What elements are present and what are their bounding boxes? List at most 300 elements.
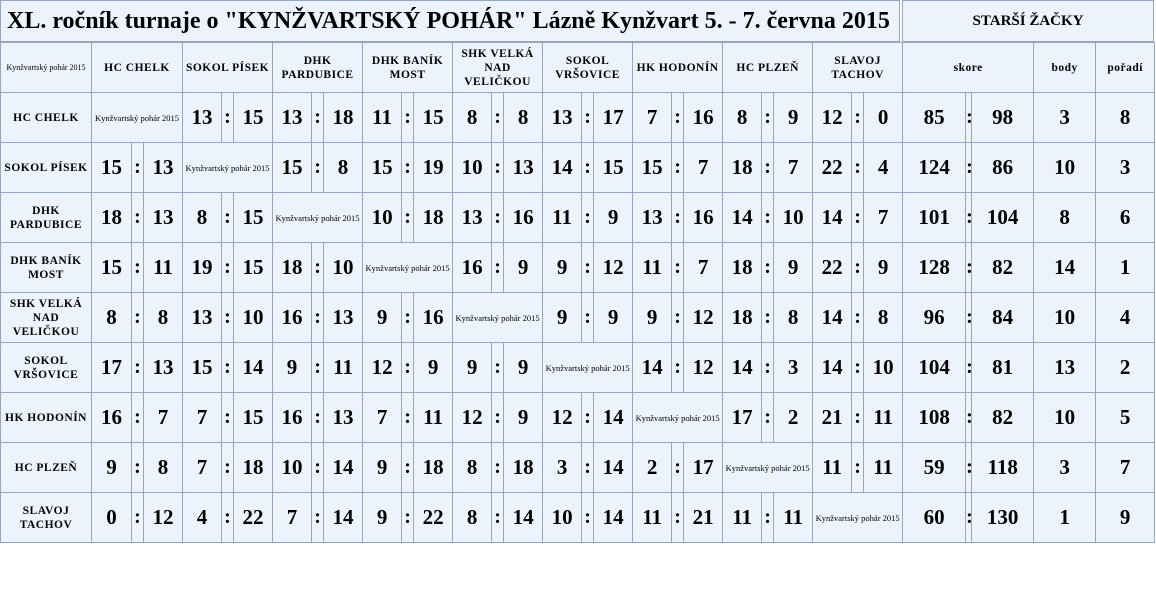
score-separator: : [312,393,324,443]
score-separator: : [402,343,414,393]
points-value: 14 [1034,243,1096,293]
score-separator: : [762,93,774,143]
match-goals-against: 8 [504,93,543,143]
match-goals-against: 9 [504,243,543,293]
match-goals-for: 13 [453,193,492,243]
match-goals-against: 8 [144,443,183,493]
table-row [1,93,1155,143]
match-goals-for: 15 [92,143,132,193]
column-header-hk-hodonin: HK HODONÍN [633,43,723,93]
match-goals-for: 14 [723,193,762,243]
table-row [1,293,1155,343]
score-separator: : [852,243,864,293]
match-goals-against: 15 [234,243,273,293]
match-goals-against: 8 [144,293,183,343]
score-separator: : [492,193,504,243]
match-goals-against: 14 [594,393,633,443]
column-header-points: body [1034,43,1096,93]
header-row [1,43,1155,93]
score-separator: : [492,393,504,443]
match-goals-against: 11 [414,393,453,443]
match-goals-for: 9 [273,343,312,393]
total-goals-for: 85 [903,93,966,143]
match-goals-for: 17 [723,393,762,443]
score-separator: : [852,293,864,343]
score-separator: : [672,143,684,193]
total-goals-for: 60 [903,493,966,543]
match-goals-against: 9 [774,243,813,293]
match-goals-against: 12 [684,293,723,343]
match-goals-against: 15 [234,93,273,143]
match-goals-against: 12 [684,343,723,393]
match-goals-against: 9 [594,293,633,343]
score-separator: : [312,93,324,143]
match-goals-for: 12 [453,393,492,443]
match-goals-for: 15 [183,343,222,393]
category-label: STARŠÍ ŽAČKY [902,0,1154,42]
score-separator: : [582,243,594,293]
score-separator: : [762,493,774,543]
row-header-dhk-banik-most: DHK BANÍK MOST [1,243,92,293]
match-goals-against: 11 [144,243,183,293]
match-goals-against: 8 [864,293,903,343]
rank-value: 3 [1096,143,1155,193]
table-row [1,393,1155,443]
column-header-rank: pořadí [1096,43,1155,93]
score-separator: : [312,343,324,393]
match-goals-against: 11 [324,343,363,393]
points-value: 8 [1034,193,1096,243]
match-goals-for: 9 [453,343,492,393]
points-value: 3 [1034,93,1096,143]
results-table [0,42,1155,543]
score-separator: : [966,93,972,143]
score-separator: : [762,293,774,343]
score-separator: : [492,143,504,193]
match-goals-against: 8 [324,143,363,193]
match-goals-for: 7 [273,493,312,543]
match-goals-against: 15 [234,193,273,243]
match-goals-against: 7 [684,143,723,193]
total-goals-against: 82 [972,243,1034,293]
page-title: XL. ročník turnaje o "KYNŽVARTSKÝ POHÁR" Lázně Kynžvart 5. - 7. června 2015 [0,0,900,42]
match-goals-for: 9 [363,493,402,543]
match-goals-for: 22 [813,143,852,193]
corner-label: Kynžvartský pohár 2015 [1,43,92,93]
match-goals-for: 8 [453,493,492,543]
total-goals-for: 128 [903,243,966,293]
match-goals-for: 3 [543,443,582,493]
match-goals-for: 8 [453,93,492,143]
match-goals-for: 7 [183,443,222,493]
score-separator: : [312,443,324,493]
match-goals-against: 13 [504,143,543,193]
match-goals-for: 18 [723,143,762,193]
match-goals-for: 11 [543,193,582,243]
match-goals-against: 9 [504,343,543,393]
match-goals-for: 12 [363,343,402,393]
diagonal-label: Kynžvartský pohár 2015 [633,393,723,443]
total-goals-for: 104 [903,343,966,393]
total-goals-against: 82 [972,393,1034,443]
score-separator: : [132,343,144,393]
match-goals-against: 13 [144,143,183,193]
match-goals-for: 16 [273,293,312,343]
column-header-dhk-banik-most: DHK BANÍK MOST [363,43,453,93]
points-value: 10 [1034,293,1096,343]
score-separator: : [582,393,594,443]
score-separator: : [582,93,594,143]
match-goals-for: 17 [92,343,132,393]
score-separator: : [402,93,414,143]
match-goals-for: 7 [363,393,402,443]
rank-value: 1 [1096,243,1155,293]
match-goals-against: 12 [144,493,183,543]
match-goals-against: 14 [234,343,273,393]
match-goals-against: 15 [594,143,633,193]
match-goals-for: 11 [723,493,762,543]
score-separator: : [762,393,774,443]
score-separator: : [966,443,972,493]
column-header-sokol-vrsovice: SOKOL VRŠOVICE [543,43,633,93]
match-goals-against: 12 [594,243,633,293]
match-goals-for: 11 [633,493,672,543]
match-goals-for: 12 [813,93,852,143]
score-separator: : [762,243,774,293]
match-goals-against: 11 [774,493,813,543]
match-goals-for: 0 [92,493,132,543]
total-goals-for: 101 [903,193,966,243]
points-value: 13 [1034,343,1096,393]
rank-value: 5 [1096,393,1155,443]
match-goals-against: 14 [324,443,363,493]
match-goals-for: 2 [633,443,672,493]
score-separator: : [966,343,972,393]
match-goals-for: 4 [183,493,222,543]
score-separator: : [312,243,324,293]
column-header-dhk-pardubice: DHK PARDUBICE [273,43,363,93]
score-separator: : [672,493,684,543]
match-goals-against: 18 [504,443,543,493]
row-header-dhk-pardubice: DHK PARDUBICE [1,193,92,243]
match-goals-against: 10 [864,343,903,393]
rank-value: 7 [1096,443,1155,493]
match-goals-against: 15 [414,93,453,143]
score-separator: : [132,143,144,193]
match-goals-against: 3 [774,343,813,393]
score-separator: : [492,93,504,143]
points-value: 3 [1034,443,1096,493]
match-goals-against: 18 [234,443,273,493]
match-goals-for: 18 [273,243,312,293]
match-goals-against: 15 [234,393,273,443]
match-goals-against: 13 [144,193,183,243]
match-goals-against: 8 [774,293,813,343]
score-separator: : [402,193,414,243]
score-separator: : [762,143,774,193]
rank-value: 4 [1096,293,1155,343]
total-goals-against: 130 [972,493,1034,543]
score-separator: : [672,343,684,393]
score-separator: : [582,143,594,193]
total-goals-for: 124 [903,143,966,193]
score-separator: : [966,493,972,543]
column-header-shk-velka-nad-velickou: SHK VELKÁ NAD VELIČKOU [453,43,543,93]
points-value: 10 [1034,143,1096,193]
score-separator: : [132,293,144,343]
match-goals-for: 14 [813,193,852,243]
score-separator: : [852,393,864,443]
score-separator: : [492,493,504,543]
match-goals-against: 16 [684,193,723,243]
score-separator: : [966,243,972,293]
match-goals-for: 10 [273,443,312,493]
match-goals-for: 14 [813,343,852,393]
total-goals-against: 84 [972,293,1034,343]
score-separator: : [222,343,234,393]
match-goals-for: 13 [633,193,672,243]
match-goals-for: 15 [633,143,672,193]
total-goals-against: 104 [972,193,1034,243]
match-goals-against: 13 [324,393,363,443]
match-goals-for: 16 [453,243,492,293]
table-row [1,343,1155,393]
match-goals-against: 7 [774,143,813,193]
total-goals-for: 96 [903,293,966,343]
diagonal-label: Kynžvartský pohár 2015 [813,493,903,543]
match-goals-for: 13 [273,93,312,143]
match-goals-for: 7 [633,93,672,143]
match-goals-for: 16 [273,393,312,443]
total-goals-against: 81 [972,343,1034,393]
match-goals-against: 9 [594,193,633,243]
score-separator: : [132,393,144,443]
match-goals-for: 10 [543,493,582,543]
score-separator: : [132,243,144,293]
match-goals-against: 0 [864,93,903,143]
match-goals-for: 19 [183,243,222,293]
match-goals-for: 9 [633,293,672,343]
table-row [1,443,1155,493]
row-header-sokol-pisek: SOKOL PÍSEK [1,143,92,193]
score-separator: : [402,143,414,193]
match-goals-for: 9 [363,443,402,493]
match-goals-for: 7 [183,393,222,443]
match-goals-for: 15 [273,143,312,193]
match-goals-for: 10 [363,193,402,243]
match-goals-against: 18 [414,443,453,493]
points-value: 10 [1034,393,1096,443]
score-separator: : [852,343,864,393]
match-goals-against: 16 [414,293,453,343]
rank-value: 2 [1096,343,1155,393]
row-header-hc-chelk: HC CHELK [1,93,92,143]
match-goals-against: 10 [324,243,363,293]
match-goals-against: 9 [414,343,453,393]
diagonal-label: Kynžvartský pohár 2015 [183,143,273,193]
score-separator: : [222,243,234,293]
table-row [1,243,1155,293]
match-goals-against: 7 [684,243,723,293]
diagonal-label: Kynžvartský pohár 2015 [453,293,543,343]
total-goals-against: 86 [972,143,1034,193]
column-header-slavoj-tachov: SLAVOJ TACHOV [813,43,903,93]
score-separator: : [492,243,504,293]
score-separator: : [672,443,684,493]
match-goals-against: 14 [504,493,543,543]
score-separator: : [582,443,594,493]
match-goals-for: 9 [543,243,582,293]
score-separator: : [582,293,594,343]
score-separator: : [402,293,414,343]
table-row [1,193,1155,243]
score-separator: : [312,493,324,543]
match-goals-against: 7 [144,393,183,443]
score-separator: : [966,193,972,243]
score-separator: : [966,293,972,343]
score-separator: : [222,443,234,493]
match-goals-for: 16 [92,393,132,443]
match-goals-for: 8 [453,443,492,493]
rank-value: 8 [1096,93,1155,143]
match-goals-for: 18 [723,243,762,293]
score-separator: : [672,243,684,293]
match-goals-for: 14 [543,143,582,193]
match-goals-for: 8 [183,193,222,243]
row-header-slavoj-tachov: SLAVOJ TACHOV [1,493,92,543]
match-goals-for: 8 [92,293,132,343]
match-goals-against: 10 [774,193,813,243]
total-goals-against: 98 [972,93,1034,143]
row-header-hc-plzen: HC PLZEŇ [1,443,92,493]
match-goals-against: 2 [774,393,813,443]
score-separator: : [132,193,144,243]
score-separator: : [672,193,684,243]
match-goals-for: 10 [453,143,492,193]
score-separator: : [762,193,774,243]
match-goals-for: 14 [633,343,672,393]
total-goals-for: 59 [903,443,966,493]
match-goals-against: 18 [324,93,363,143]
score-separator: : [132,493,144,543]
match-goals-for: 9 [92,443,132,493]
score-separator: : [492,443,504,493]
diagonal-label: Kynžvartský pohár 2015 [723,443,813,493]
rank-value: 9 [1096,493,1155,543]
score-separator: : [852,443,864,493]
diagonal-label: Kynžvartský pohár 2015 [543,343,633,393]
score-separator: : [672,293,684,343]
match-goals-for: 15 [363,143,402,193]
match-goals-against: 17 [684,443,723,493]
score-separator: : [222,293,234,343]
score-separator: : [402,393,414,443]
row-header-hk-hodonin: HK HODONÍN [1,393,92,443]
match-goals-for: 8 [723,93,762,143]
row-header-sokol-vrsovice: SOKOL VRŠOVICE [1,343,92,393]
score-separator: : [222,493,234,543]
score-separator: : [222,393,234,443]
total-goals-for: 108 [903,393,966,443]
score-separator: : [582,493,594,543]
match-goals-for: 11 [633,243,672,293]
match-goals-against: 9 [864,243,903,293]
match-goals-for: 9 [543,293,582,343]
score-separator: : [762,343,774,393]
table-row [1,493,1155,543]
diagonal-label: Kynžvartský pohár 2015 [92,93,183,143]
match-goals-for: 13 [183,93,222,143]
match-goals-for: 21 [813,393,852,443]
column-header-score: skore [903,43,1034,93]
score-separator: : [222,93,234,143]
match-goals-against: 22 [234,493,273,543]
match-goals-for: 18 [723,293,762,343]
match-goals-against: 16 [504,193,543,243]
match-goals-against: 7 [864,193,903,243]
score-separator: : [222,193,234,243]
match-goals-against: 16 [684,93,723,143]
match-goals-against: 9 [774,93,813,143]
match-goals-against: 14 [324,493,363,543]
match-goals-for: 13 [183,293,222,343]
diagonal-label: Kynžvartský pohár 2015 [363,243,453,293]
table-row [1,143,1155,193]
column-header-hc-chelk: HC CHELK [92,43,183,93]
column-header-sokol-pisek: SOKOL PÍSEK [183,43,273,93]
match-goals-against: 10 [234,293,273,343]
match-goals-against: 14 [594,493,633,543]
score-separator: : [492,343,504,393]
match-goals-against: 13 [144,343,183,393]
score-separator: : [852,93,864,143]
column-header-hc-plzen: HC PLZEŇ [723,43,813,93]
match-goals-for: 12 [543,393,582,443]
score-separator: : [402,443,414,493]
score-separator: : [852,193,864,243]
match-goals-for: 11 [813,443,852,493]
match-goals-against: 11 [864,443,903,493]
score-separator: : [312,293,324,343]
match-goals-for: 18 [92,193,132,243]
match-goals-for: 13 [543,93,582,143]
match-goals-against: 11 [864,393,903,443]
match-goals-against: 22 [414,493,453,543]
score-separator: : [852,143,864,193]
row-header-shk-velka-nad-velickou: SHK VELKÁ NAD VELIČKOU [1,293,92,343]
rank-value: 6 [1096,193,1155,243]
points-value: 1 [1034,493,1096,543]
score-separator: : [312,143,324,193]
score-separator: : [402,493,414,543]
score-separator: : [966,143,972,193]
match-goals-against: 18 [414,193,453,243]
match-goals-for: 11 [363,93,402,143]
score-separator: : [966,393,972,443]
score-separator: : [672,93,684,143]
match-goals-against: 21 [684,493,723,543]
match-goals-against: 19 [414,143,453,193]
diagonal-label: Kynžvartský pohár 2015 [273,193,363,243]
match-goals-against: 14 [594,443,633,493]
total-goals-against: 118 [972,443,1034,493]
match-goals-against: 17 [594,93,633,143]
match-goals-for: 14 [723,343,762,393]
score-separator: : [582,193,594,243]
match-goals-for: 22 [813,243,852,293]
score-separator: : [132,443,144,493]
match-goals-against: 4 [864,143,903,193]
